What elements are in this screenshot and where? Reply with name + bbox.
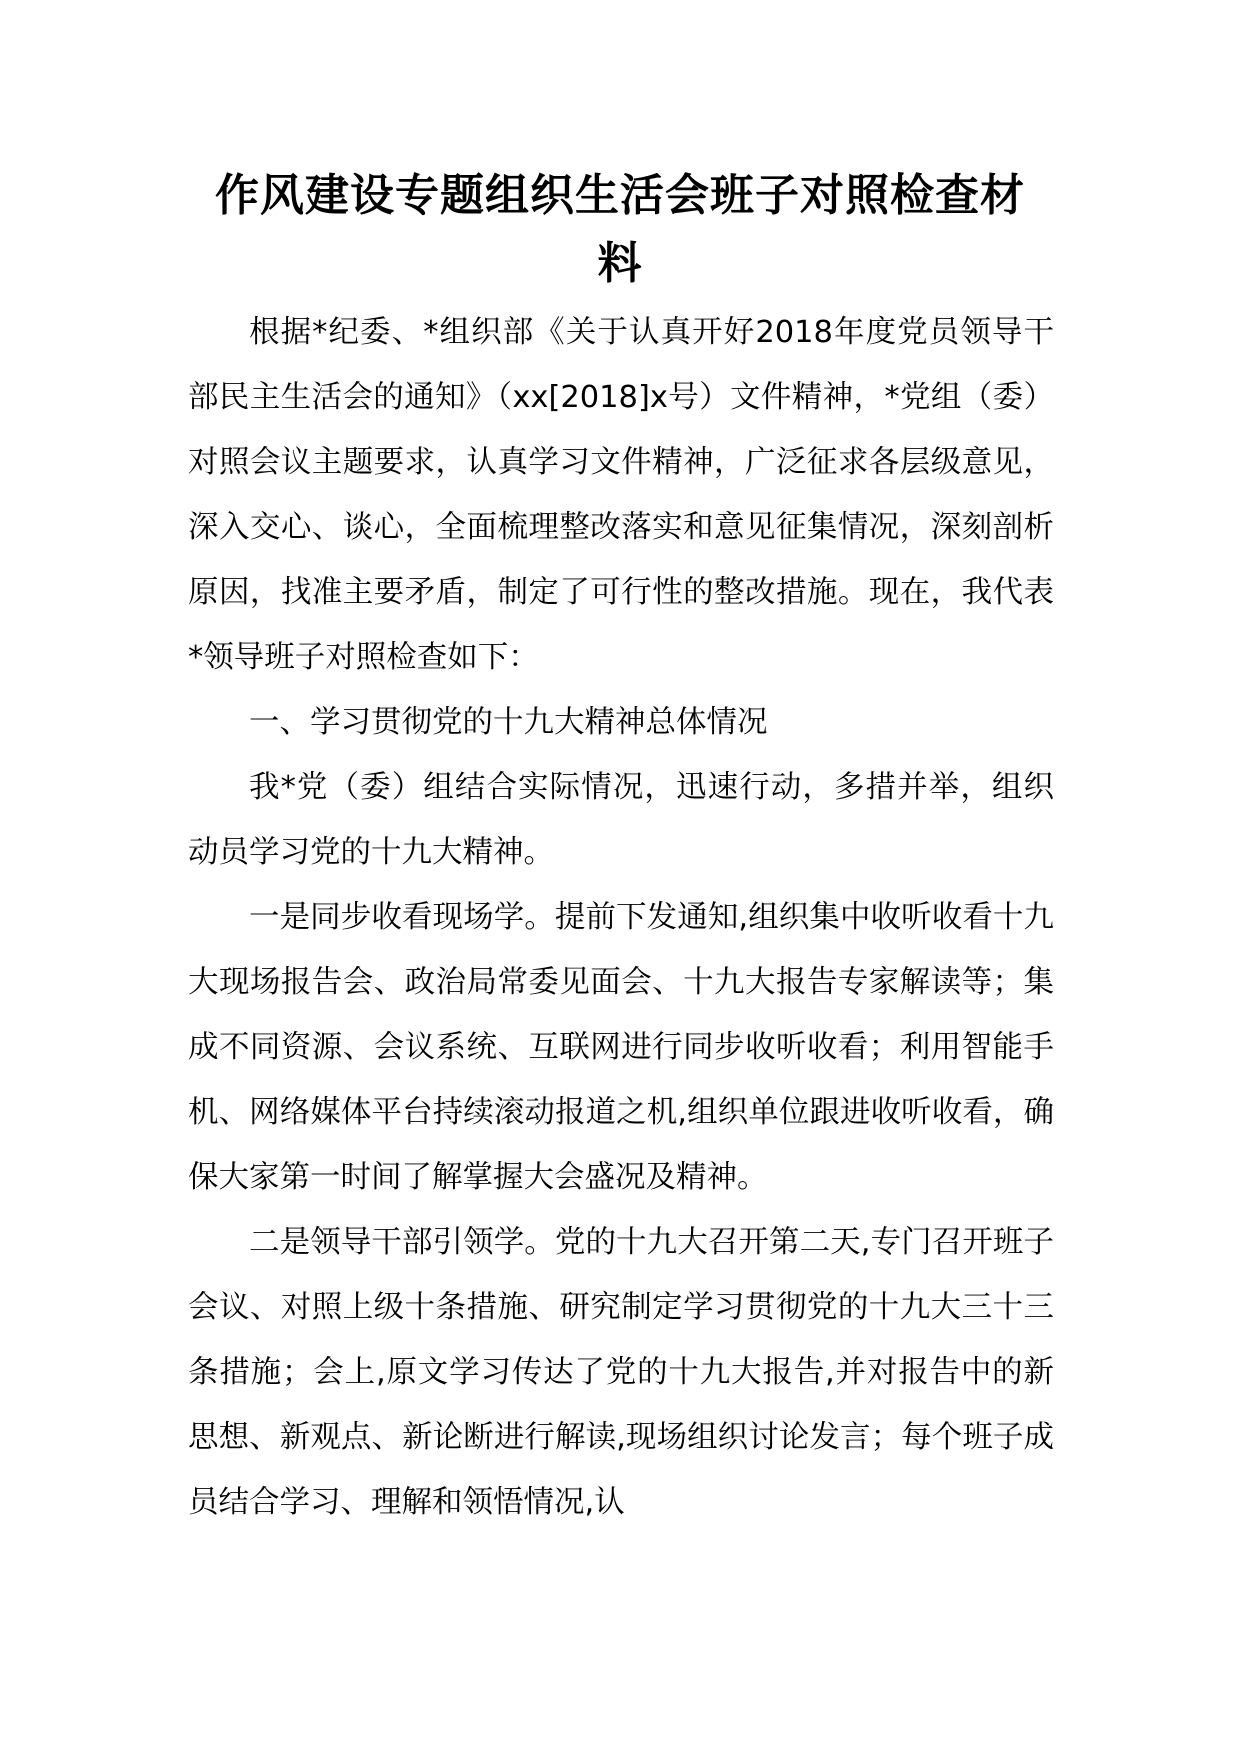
document-body	[188, 300, 1054, 1535]
section-heading-1: 一、学习贯彻党的十九大精神总体情况	[249, 705, 768, 740]
paragraph-point-2: 二是领导干部引领学。党的十九大召开第二天,专门召开班子会议、对照上级十条措施、研究制定学习贯彻党的十九大三十三条措施；会上,原文学习传达了党的十九大报告,并对报告中的新思想、新观点、新论断进行解读,现场组织讨论发言；每个班子成员结合学习、理解和领悟情况,认	[188, 1225, 1054, 1520]
document-title-line-1: 作风建设专题组织生活会班子对照检查材	[215, 170, 1025, 221]
paragraph-overview: 我*党（委）组结合实际情况，迅速行动，多措并举，组织动员学习党的十九大精神。	[188, 770, 1054, 870]
paragraph-point-1: 一是同步收看现场学。提前下发通知,组织集中收听收看十九大现场报告会、政治局常委见面会、十九大报告专家解读等；集成不同资源、会议系统、互联网进行同步收听收看；利用智能手机、网络媒体平台持续滚动报道之机,组织单位跟进收听收看，确保大家第一时间了解掌握大会盛况及精神。	[188, 900, 1054, 1195]
document-title-line-2: 料	[597, 238, 643, 289]
document-title	[180, 162, 1060, 298]
paragraph-intro: 根据*纪委、*组织部《关于认真开好2018年度党员领导干部民主生活会的通知》（xx[2018]x号）文件精神，*党组（委）对照会议主题要求，认真学习文件精神，广泛征求各层级意见，深入交心、谈心，全面梳理整改落实和意见征集情况，深刻剖析原因，找准主要矛盾，制定了可行性的整改措施。现在，我代表*领导班子对照检查如下：	[188, 315, 1054, 675]
